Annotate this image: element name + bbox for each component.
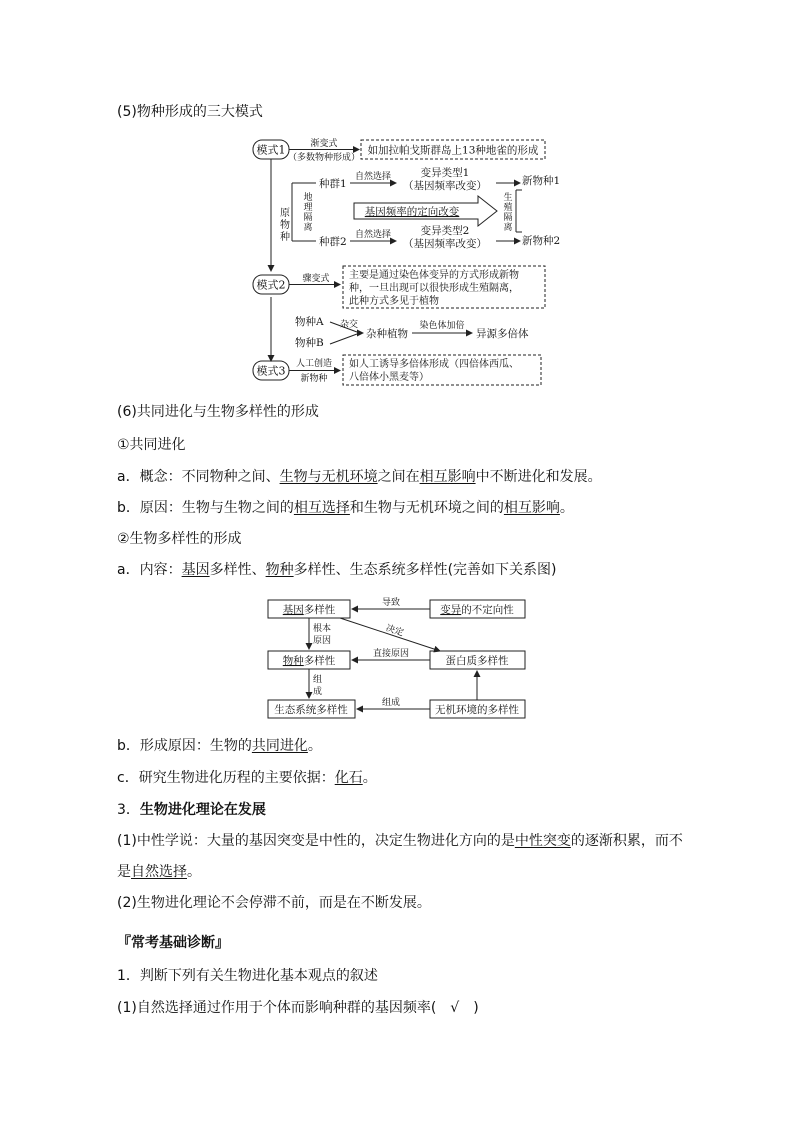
freq-change-1: （基因频率改变） bbox=[403, 180, 487, 192]
orig-species-2: 物 bbox=[280, 220, 290, 231]
geo-iso-4: 离 bbox=[303, 223, 313, 233]
gene-div-label: 基因多样性 bbox=[282, 604, 336, 616]
variation-label: 变异的不定向性 bbox=[440, 604, 514, 616]
section-3-title: 3．生物进化理论在发展 bbox=[117, 802, 266, 818]
hybrid-label: 杂交 bbox=[340, 320, 359, 330]
direct-cause-label: 直接原因 bbox=[372, 649, 410, 659]
mode1-example: 如加拉帕戈斯群岛上13种地雀的形成 bbox=[367, 144, 539, 157]
hybrid-plant: 杂种植物 bbox=[366, 328, 408, 340]
root-cause-2: 原因 bbox=[313, 636, 332, 646]
decide-label: 决定 bbox=[384, 623, 405, 639]
neutral-theory-line-2: 是自然选择。 bbox=[117, 864, 201, 880]
orig-species-3: 种 bbox=[280, 232, 290, 243]
develop-line: (2)生物进化理论不会停滞不前，而是在不断发展。 bbox=[117, 895, 431, 911]
compose-v-2: 成 bbox=[313, 687, 323, 697]
species-div-label: 物种多样性 bbox=[282, 655, 336, 667]
species-b: 物种B bbox=[295, 337, 324, 349]
env-div-label: 无机环境的多样性 bbox=[435, 704, 519, 716]
pop2-label: 种群2 bbox=[319, 236, 347, 248]
repro-iso-1: 生 bbox=[503, 193, 513, 203]
compose-v-1: 组 bbox=[313, 675, 323, 685]
mode1-label: 模式1 bbox=[256, 143, 286, 157]
eco-div-label: 生态系统多样性 bbox=[274, 704, 348, 716]
section-5-title: (5)物种形成的三大模式 bbox=[117, 104, 263, 120]
directional-label: 基因频率的定向改变 bbox=[364, 206, 460, 218]
formation-cause-line: b．形成原因：生物的共同进化。 bbox=[117, 738, 322, 754]
mode3-desc-1: 如人工诱导多倍体形成（四倍体西瓜、 bbox=[349, 359, 519, 370]
compose-label: 组成 bbox=[381, 698, 401, 708]
pop1-label: 种群1 bbox=[319, 178, 347, 190]
content-line: a．内容：基因多样性、物种多样性、生态系统多样性(完善如下关系图) bbox=[117, 562, 557, 578]
artificial-label-2: 新物种 bbox=[300, 374, 328, 384]
mode2-desc-3: 此种方式多见于植物 bbox=[349, 296, 439, 307]
nat-sel-1: 自然选择 bbox=[354, 172, 392, 182]
var1-label: 变异类型1 bbox=[420, 167, 470, 179]
protein-div-label: 蛋白质多样性 bbox=[445, 655, 509, 667]
repro-iso-4: 离 bbox=[503, 223, 513, 233]
repro-iso-2: 殖 bbox=[503, 203, 513, 213]
new-species-1: 新物种1 bbox=[522, 175, 561, 187]
concept-line: a．概念：不同物种之间、生物与无机环境之间在相互影响中不断进化和发展。 bbox=[117, 469, 602, 485]
orig-species-1: 原 bbox=[280, 208, 290, 219]
var2-label: 变异类型2 bbox=[420, 225, 470, 237]
reason-line: b．原因：生物与生物之间的相互选择和生物与无机环境之间的相互影响。 bbox=[117, 500, 574, 516]
question-1: 1．判断下列有关生物进化基本观点的叙述 bbox=[117, 968, 378, 984]
gradual-label: 渐变式 bbox=[310, 139, 338, 149]
evidence-line: c．研究生物进化历程的主要依据：化石。 bbox=[117, 770, 377, 786]
geo-iso-1: 地 bbox=[303, 193, 313, 203]
diagnosis-title: 『常考基础诊断』 bbox=[117, 935, 229, 951]
geo-iso-3: 隔 bbox=[303, 213, 313, 223]
new-species-2: 新物种2 bbox=[522, 235, 561, 247]
mode3-label: 模式3 bbox=[256, 364, 286, 378]
sudden-label: 骤变式 bbox=[302, 274, 330, 284]
repro-iso-3: 隔 bbox=[503, 213, 513, 223]
neutral-theory-line-1: (1)中性学说：大量的基因突变是中性的，决定生物进化方向的是中性突变的逐渐积累，而不 bbox=[117, 833, 683, 849]
biodiversity-title: ②生物多样性的形成 bbox=[117, 531, 242, 547]
mode2-desc-1: 主要是通过染色体变异的方式形成新物 bbox=[349, 270, 519, 281]
freq-change-2: （基因频率改变） bbox=[403, 238, 487, 250]
chrom-double-label: 染色体加倍 bbox=[419, 321, 465, 331]
mode2-label: 模式2 bbox=[256, 278, 286, 292]
artificial-label-1: 人工创造 bbox=[295, 359, 333, 369]
coevolution-title: ①共同进化 bbox=[117, 437, 186, 453]
geo-iso-2: 理 bbox=[303, 203, 313, 213]
root-cause-1: 根本 bbox=[313, 624, 332, 634]
gradual-sub-label: （多数物种形成） bbox=[287, 153, 361, 163]
section-6-title: (6)共同进化与生物多样性的形成 bbox=[117, 404, 319, 420]
question-1-item-1: (1)自然选择通过作用于个体而影响种群的基因频率( √ ) bbox=[117, 1000, 479, 1016]
allopolyploid: 异源多倍体 bbox=[476, 328, 529, 340]
mode3-desc-2: 八倍体小黑麦等） bbox=[349, 372, 429, 383]
nat-sel-2: 自然选择 bbox=[354, 230, 392, 240]
species-a: 物种A bbox=[295, 316, 324, 328]
cause-label: 导致 bbox=[381, 598, 401, 608]
mode2-desc-2: 种，一旦出现可以很快形成生殖隔离， bbox=[349, 283, 519, 294]
